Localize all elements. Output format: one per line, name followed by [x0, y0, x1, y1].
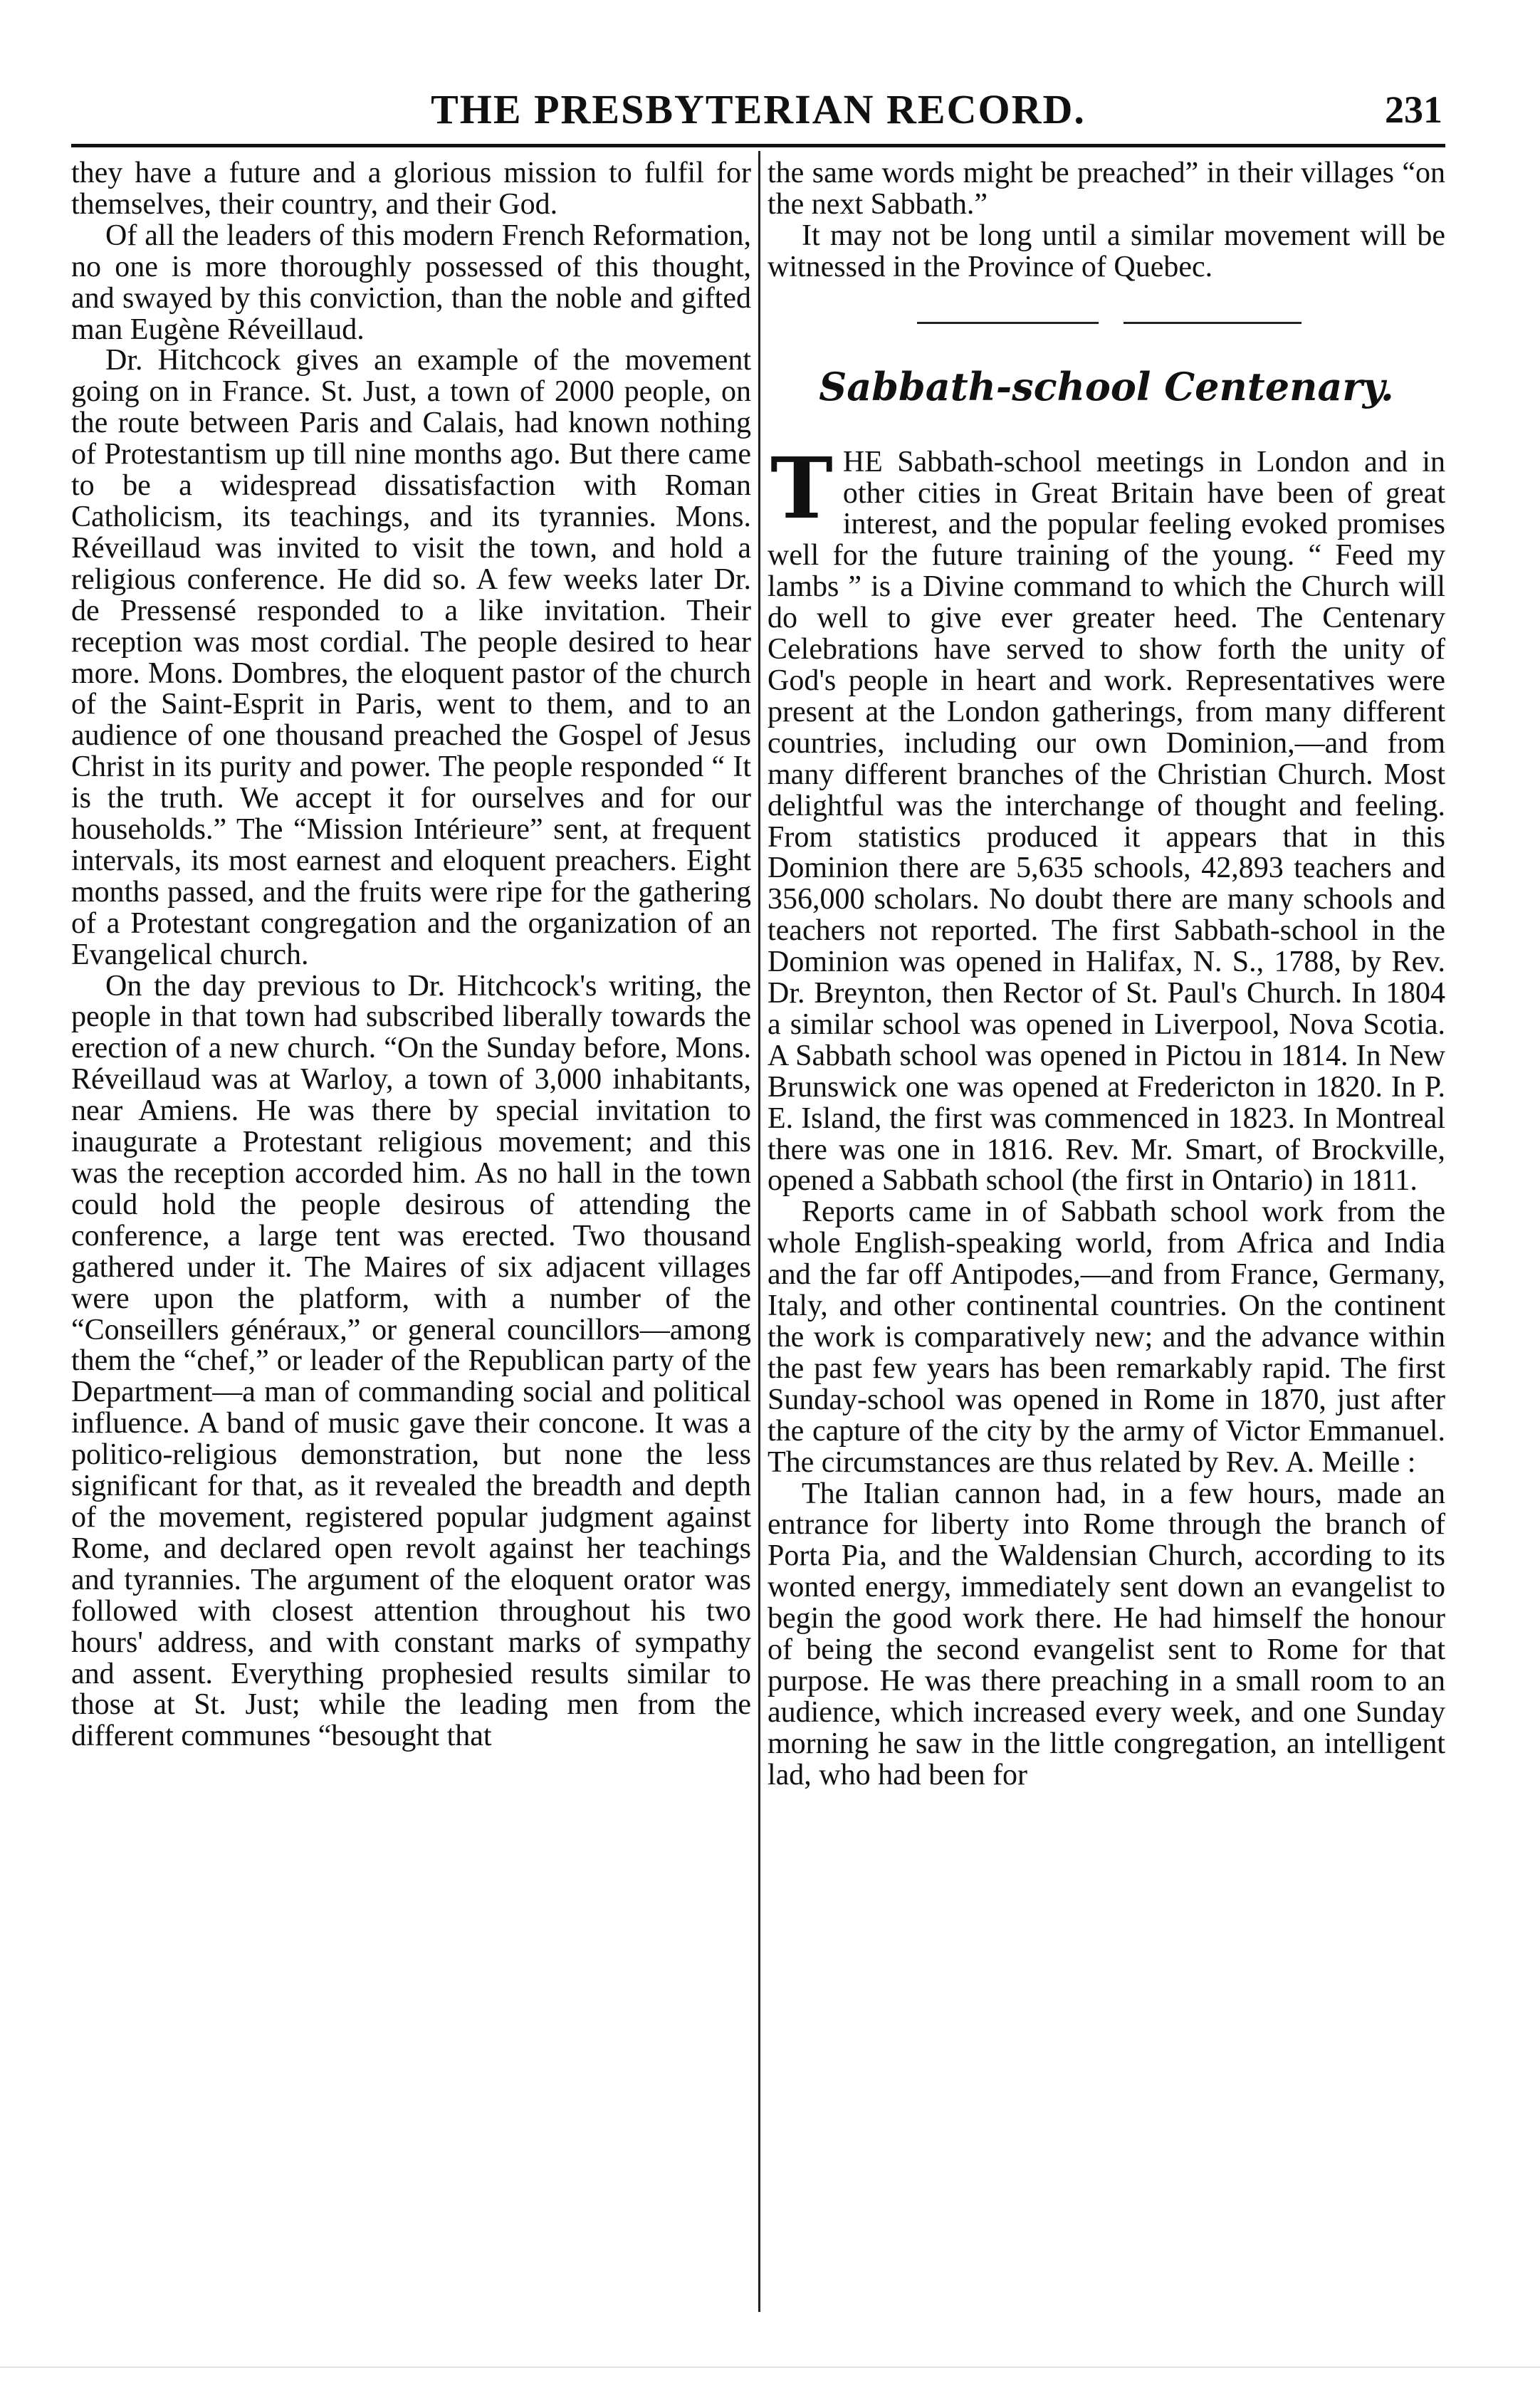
paragraph: Reports came in of Sabbath school work from the whole English-speaking world, from Africa and India and the far off Antipodes,—and from France, Germany, Italy, and other continental countries. On the continent the work is comparatively new; and the advance within the past few years has been remarkably rapid. The first Sunday-school was opened in Rome in 1870, just after the capture of the city by the army of Victor Emmanuel. The circumstances are thus related by Rev. A. Meille :: [768, 1195, 1445, 1479]
paragraph: Dr. Hitchcock gives an example of the movement going on in France. St. Just, a town of 2000 people, on the route between Paris and Calais, had known nothing of Protestantism up till nine months ago. But there came to be a widespread dissatisfaction with Roman Catholicism, its teachings, and its tyrannies. Mons. Réveillaud was invited to visit the town, and hold a religious conference. He did so. A few weeks later Dr. de Pressensé responded to a like invitation. Their reception was most cordial. The people desired to hear more. Mons. Dombres, the eloquent pastor of the church of the Saint-Esprit in Paris, went to them, and to an audience of one thousand preached the Gospel of Jesus Christ in its purity and power. The people responded “ It is the truth. We accept it for ourselves and for our households.” The “Mission Intérieure” sent, at frequent intervals, its most earnest and eloquent preachers. Eight months passed, and the fruits were ripe for the gathering of a Protestant congregation and the organization of an Evangelical church.: [71, 344, 751, 971]
page-number: 231: [1385, 88, 1442, 131]
page-header: [71, 84, 1445, 141]
header-rule: [71, 144, 1445, 147]
drop-cap: T: [770, 438, 833, 538]
section-heading: Sabbath-school Centenary.: [819, 363, 1394, 409]
paragraph: It may not be long until a similar movement will be witnessed in the Province of Quebec.: [768, 219, 1445, 283]
lead-paragraph-text: HE Sabbath-school meetings in London and in other cities in Great Britain have been of great interest, and the popular feeling evoked promises well for the future training of the young. “ Feed my lambs ” is a Divine command to which the Church will do well to give ever greater heed. The Centenary Celebrations have served to show forth the unity of God's people in heart and work. Representatives were present at the London gatherings, from many different countries, including our own Dominion,—and from many different branches of the Christian Church. Most delightful was the interchange of thought and feeling. From statistics produced it appears that in this Dominion there are 5,635 schools, 42,893 teachers and 356,000 scholars. No doubt there are many schools and teachers not reported. The first Sabbath-school in the Dominion was opened in Halifax, N. S., 1788, by Rev. Dr. Breynton, then Rector of St. Paul's Church. In 1804 a similar school was opened in Liverpool, Nova Scotia. A Sabbath school was opened in Pictou in 1814. In New Brunswick one was opened at Fredericton in 1820. In P. E. Island, the first was commenced in 1823. In Montreal there was one in 1816. Rev. Mr. Smart, of Brockville, opened a Sabbath school (the first in Ontario) in 1811.: [768, 445, 1445, 1198]
left-column: [71, 158, 751, 1752]
paragraph: the same words might be preached” in their villages “on the next Sabbath.”: [768, 157, 1445, 221]
right-column: [768, 158, 1445, 1791]
paragraph: On the day previous to Dr. Hitchcock's writing, the people in that town had subscribed liberally towards the erection of a new church. “On the Sunday before, Mons. Réveillaud was at Warloy, a town of 3,000 inhabitants, near Amiens. He was there by special invitation to inaugurate a Protestant religious movement; and this was the reception accorded him. As no hall in the town could hold the people desirous of attending the conference, a large tent was erected. Two thousand gathered under it. The Maires of six adjacent villages were upon the platform, with a number of the “Conseillers généraux,” or general councillors—among them the “chef,” or leader of the Republican party of the Department—a man of commanding social and political influence. A band of music gave their concone. It was a politico-religious demonstration, but none the less significant for that, as it revealed the breadth and depth of the movement, registered popular judgment against Rome, and declared open revolt against her teachings and tyrannies. The argument of the eloquent orator was followed with closest attention throughout his two hours' address, and with constant marks of sympathy and assent. Everything prophesied results similar to those at St. Just; while the leading men from the different communes “besought that: [71, 969, 751, 1753]
lead-paragraph: [768, 438, 1445, 1198]
section-divider: [768, 283, 1445, 362]
paragraph: they have a future and a glorious mission to fulfil for themselves, their country, and their God.: [71, 157, 751, 221]
paragraph: Of all the leaders of this modern French Reformation, no one is more thoroughly possessed of this thought, and swayed by this conviction, than the noble and gifted man Eugène Réveillaud.: [71, 219, 751, 346]
divider-rule: [1123, 322, 1301, 324]
running-title: THE PRESBYTERIAN RECORD.: [431, 86, 1086, 132]
column-divider: [758, 151, 760, 2312]
paragraph: The Italian cannon had, in a few hours, made an entrance for liberty into Rome through the branch of Porta Pia, and the Waldensian Church, according to its wonted energy, immediately sent down an evangelist to begin the good work there. He had himself the honour of being the second evangelist sent to Rome for that purpose. He was there preaching in a small room to an audience, which increased every week, and one Sunday morning he saw in the little congregation, an intelligent lad, who had been for: [768, 1477, 1445, 1791]
divider-rule: [917, 322, 1099, 324]
